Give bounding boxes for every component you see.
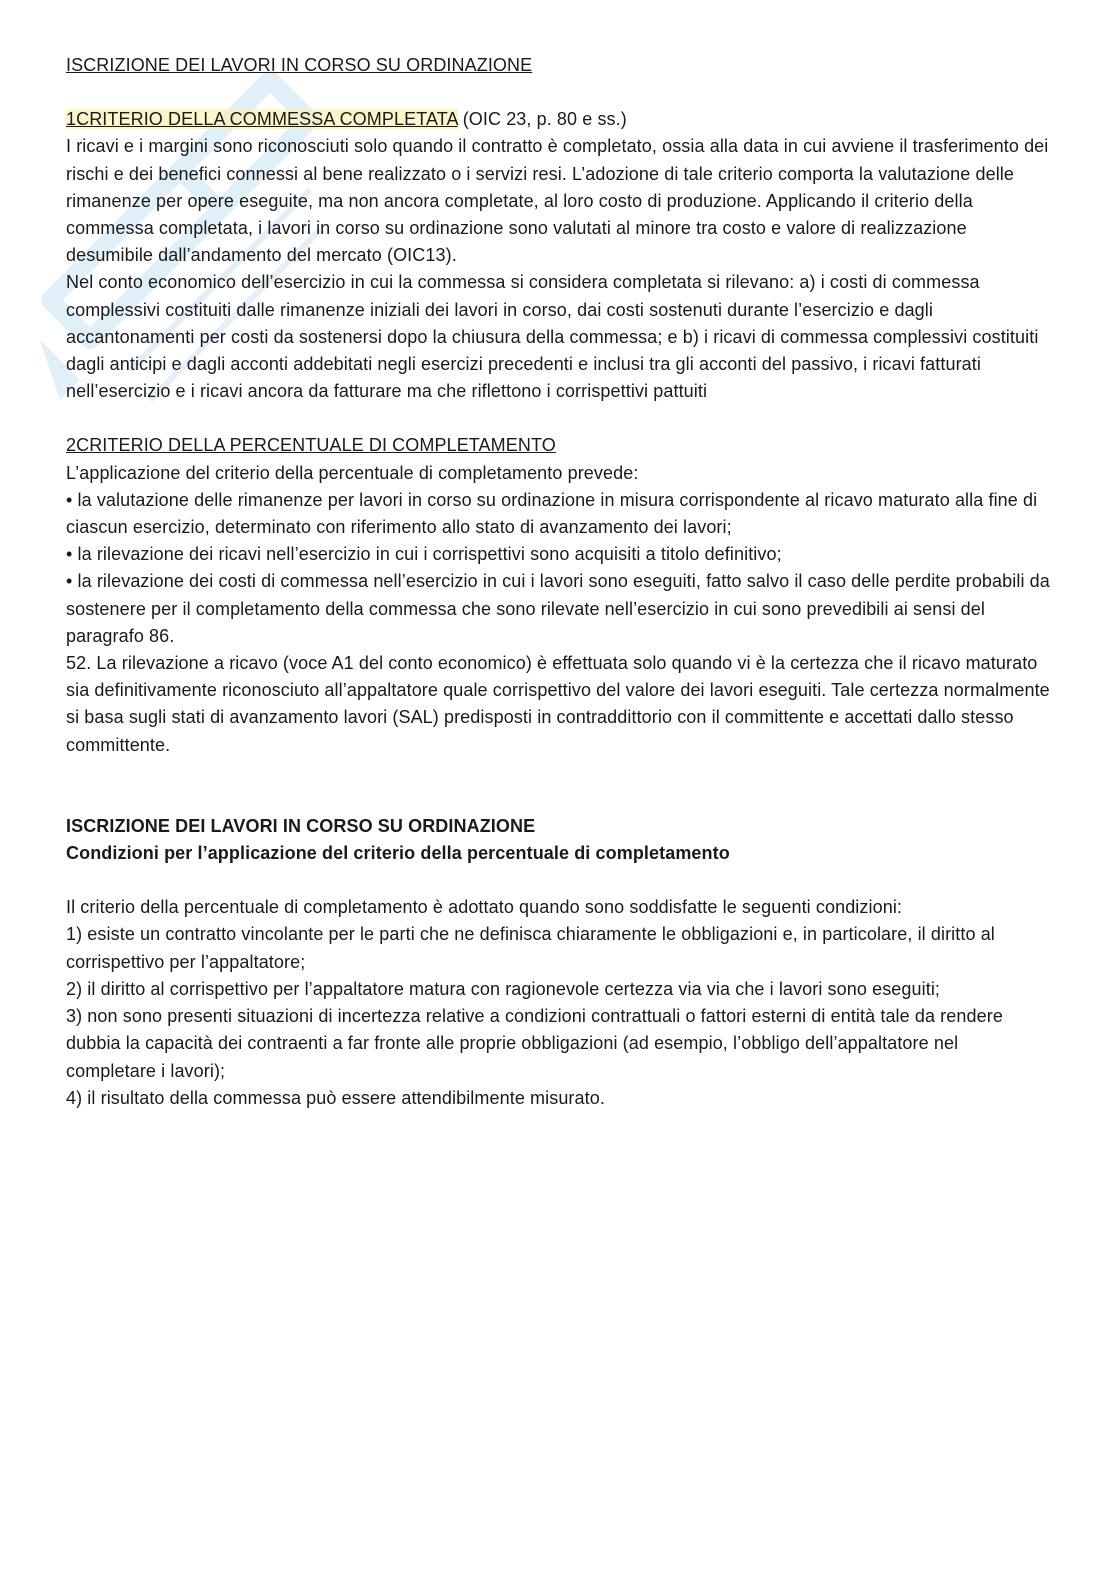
- criterion2-bullet: • la rilevazione dei ricavi nell’esercizio in cui i corrispettivi sono acquisiti a titolo definitivo;: [66, 544, 782, 565]
- section2-intro: Il criterio della percentuale di completamento è adottato quando sono soddisfatte le seguenti condizioni:: [66, 897, 903, 918]
- criterion1-paragraph-1: I ricavi e i margini sono riconosciuti solo quando il contratto è completato, ossia alla data in cui avviene il trasferimento dei rischi e dei benefici connessi al bene realizzato o i servizi resi. L’adozione di tale criterio comporta la valutazione delle rimanenze per opere eseguite, ma non ancora completate, al loro costo di produzione. Applicando il criterio della commessa completata, i lavori in corso su ordinazione sono valutati al minore tra costo e valore di realizzazione desumibile dall’andamento del mercato (OIC13).: [66, 136, 1049, 266]
- condition-item: 4) il risultato della commessa può essere attendibilmente misurato.: [66, 1087, 605, 1108]
- spacer: [66, 867, 1050, 894]
- criterion2-bullet: • la rilevazione dei costi di commessa nell’esercizio in cui i lavori sono eseguiti, fatto salvo il caso delle perdite probabili da sostenere per il completamento della commessa che sono rilevate nell’esercizio in cui sono prevedibili ai sensi del paragrafo 86.: [66, 571, 1050, 646]
- criterion2-intro: L’applicazione del criterio della percentuale di completamento prevede:: [66, 462, 639, 483]
- spacer: [66, 79, 1050, 106]
- document-page: [66, 52, 1050, 1112]
- criterion1-title: 1CRITERIO DELLA COMMESSA COMPLETATA: [66, 109, 458, 130]
- section2-subheading: Condizioni per l’applicazione del criterio della percentuale di completamento: [66, 843, 730, 864]
- criterion2-bullet: • la valutazione delle rimanenze per lavori in corso su ordinazione in misura corrispondente al ricavo maturato alla fine di ciascun esercizio, determinato con riferimento allo stato di avanzamento dei lavori;: [66, 489, 1038, 538]
- criterion2-paragraph-52: 52. La rilevazione a ricavo (voce A1 del conto economico) è effettuata solo quando vi è la certezza che il ricavo maturato sia definitivamente riconosciuto all’appaltatore quale corrispettivo del valore dei lavori eseguiti. Tale certezza normalmente si basa sugli stati di avanzamento lavori (SAL) predisposti in contraddittorio con il committente e accettati dallo stesso committente.: [66, 653, 1050, 755]
- criterion1-title-line: [66, 106, 1050, 133]
- section1-heading: ISCRIZIONE DEI LAVORI IN CORSO SU ORDINAZIONE: [66, 55, 533, 75]
- spacer: [66, 405, 1050, 432]
- condition-item: 1) esiste un contratto vincolante per le parti che ne definisca chiaramente le obbligazioni e, in particolare, il diritto al corrispettivo per l’appaltatore;: [66, 924, 995, 972]
- criterion1-ref: (OIC 23, p. 80 e ss.): [457, 109, 627, 130]
- condition-item: 3) non sono presenti situazioni di incertezza relative a condizioni contrattuali o fattori esterni di entità tale da rendere dubbia la capacità dei contraenti a far fronte alle proprie obbligazioni (ad esempio, l’obbligo dell’appaltatore nel completare i lavori);: [66, 1006, 1003, 1081]
- condition-item: 2) il diritto al corrispettivo per l’appaltatore matura con ragionevole certezza via via che i lavori sono eseguiti;: [66, 978, 941, 999]
- spacer: [66, 759, 1050, 813]
- section2-heading: ISCRIZIONE DEI LAVORI IN CORSO SU ORDINAZIONE: [66, 815, 536, 836]
- criterion2-title: 2CRITERIO DELLA PERCENTUALE DI COMPLETAMENTO: [66, 435, 556, 456]
- criterion1-paragraph-2: Nel conto economico dell’esercizio in cui la commessa si considera completata si rilevano: a) i costi di commessa complessivi costituiti dalle rimanenze iniziali dei lavori in corso, dai costi sostenuti durante l’esercizio e dagli accantonamenti per costi da sostenersi dopo la chiusura della commessa; e b) i ricavi di commessa complessivi costituiti dagli anticipi e dagli acconti addebitati negli esercizi precedenti e inclusi tra gli acconti del passivo, i ricavi fatturati nell’esercizio e i ricavi ancora da fatturare ma che riflettono i corrispettivi pattuiti: [66, 272, 1039, 402]
